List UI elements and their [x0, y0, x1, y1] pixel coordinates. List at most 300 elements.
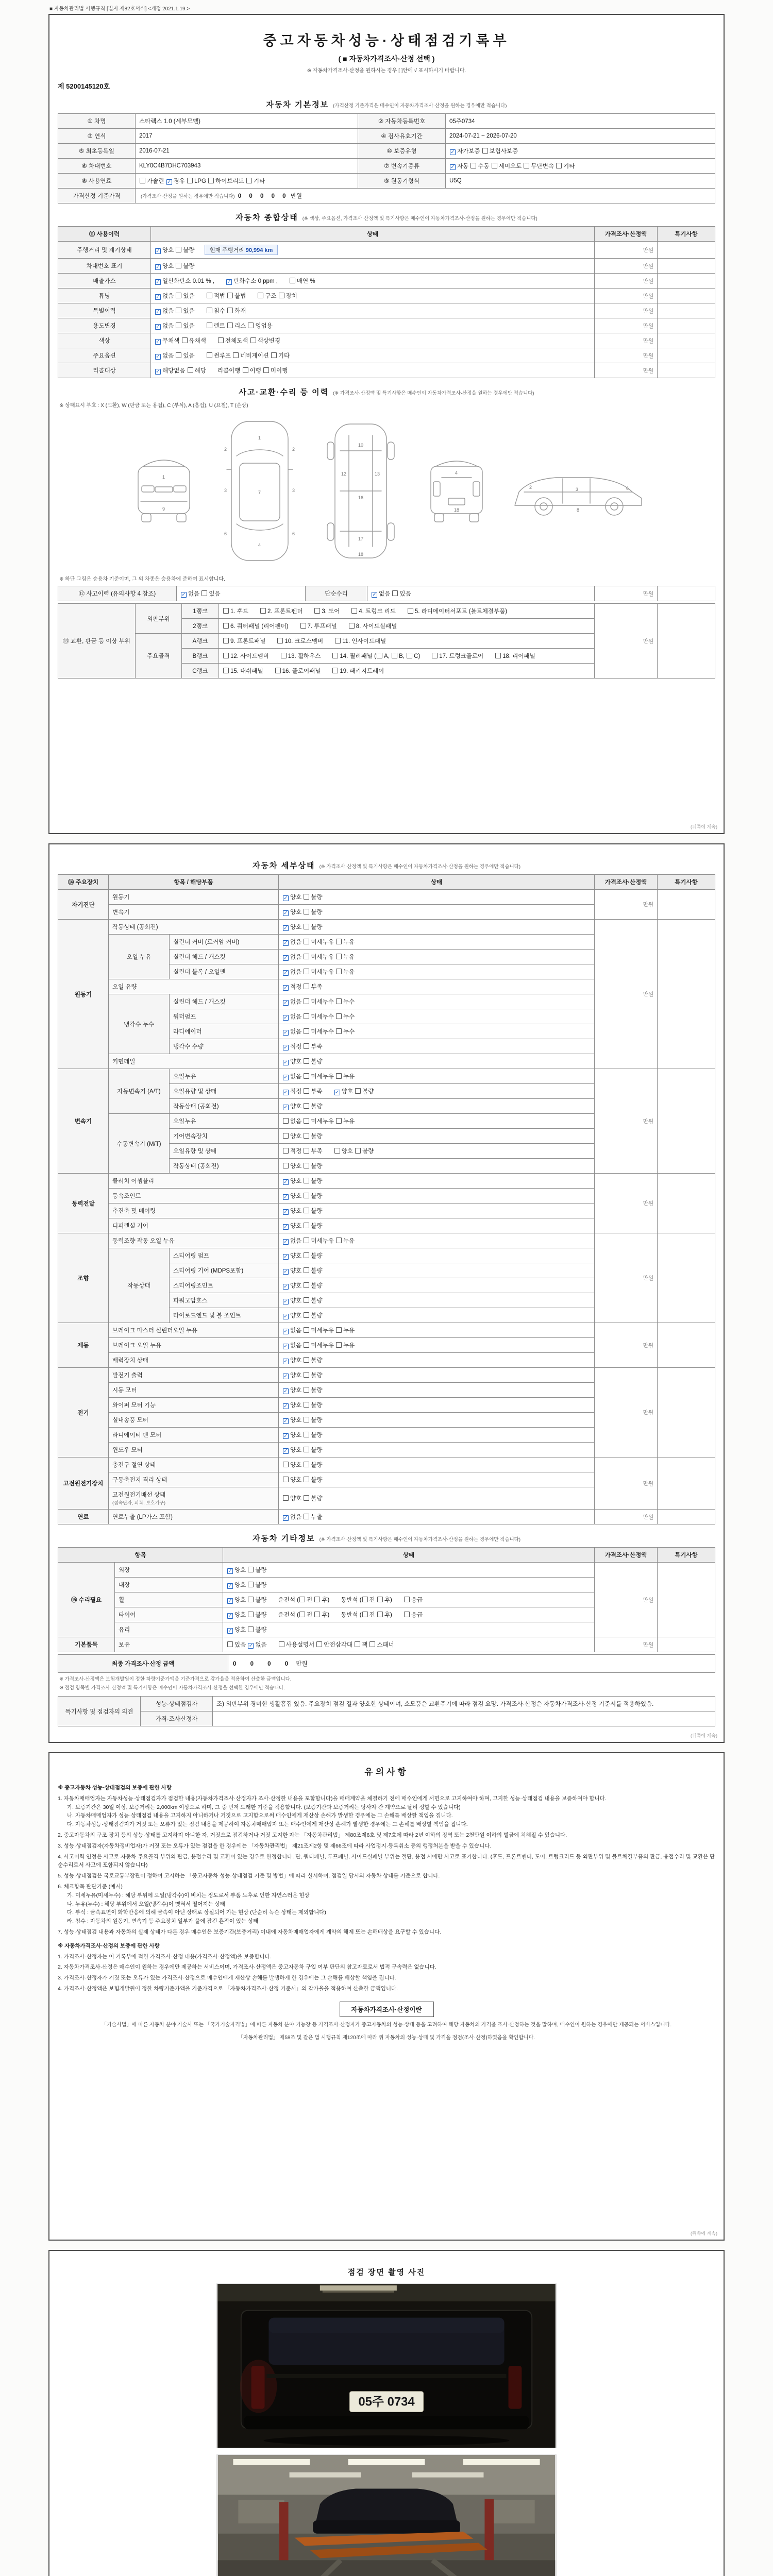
checkbox-empty-icon [304, 1028, 309, 1034]
checkbox-empty-icon [246, 178, 252, 183]
checkbox-empty-icon [392, 590, 398, 596]
notice-line: 2. 중고자동차의 구조·장치 등의 성능·상태를 고지하지 아니한 자, 거짓으로 점검하거나 거짓 고지한 자는 「자동차관리법」 제80조제6호 및 제7호에 따라 2년 이하의 징역 또는 2천만원 이하의 벌금에 처해질 수 있습니다. [58, 1832, 567, 1838]
checkbox-checked-icon: ✓ [283, 1433, 288, 1439]
svg-text:18: 18 [454, 507, 460, 513]
checkbox-empty-icon [283, 1133, 289, 1139]
accident-history-label: ⑫ 사고이력 (유의사항 4 참조) [58, 586, 177, 601]
checkbox-empty-icon [176, 247, 181, 252]
device-item-state: ✓ 양호 불량 [279, 1099, 595, 1114]
device-item-label: 휠 [115, 1592, 223, 1607]
checkbox-checked-icon: ✓ [283, 955, 288, 961]
page-1 [48, 14, 725, 834]
accident-history-table [58, 586, 715, 601]
device-item-state: ✓ 양호 불량 [279, 1308, 595, 1323]
field-value-vin: KLY0C4B7DHC703943 [136, 159, 358, 174]
detail-title: 자동차 세부상태 [252, 861, 315, 870]
checkbox-checked-icon: ✓ [283, 1299, 288, 1304]
final-price-table [58, 1654, 715, 1673]
device-note [658, 1174, 715, 1233]
page-2 [48, 843, 725, 1743]
overall-row [58, 348, 715, 363]
exchange-label: ⑬ 교환, 판금 등 이상 부위 [58, 604, 136, 679]
notice-line: 5. 성능·상태점검은 국토교통부장관이 정하여 고시하는 「중고자동차 성능·상태점검 기준 및 방법」에 따라 실시하며, 점검일 당시의 자동차 상태를 기준으로 합니다. [58, 1873, 440, 1879]
notice-line: 4. 가격조사·산정액은 보험개발원이 정한 차량기준가액을 기준가격으로 「자동차가격조사·산정 기준서」의 감가율을 적용하여 산출한 금액입니다. [58, 1985, 398, 1992]
checkbox-empty-icon [304, 1297, 309, 1303]
notice-line: 2. 자동차가격조사·산정은 매수인이 원하는 경우에만 제공하는 서비스이며, 가격조사·산정액은 중고자동차 구입 여부 판단의 참고자료로서 법적 구속력은 없습니다. [58, 1964, 436, 1971]
checkbox-checked-icon: ✓ [283, 1209, 288, 1215]
checkbox-checked-icon: ✓ [228, 1568, 232, 1574]
checkbox-empty-icon [304, 1163, 309, 1168]
device-item-label: 원동기 [109, 890, 279, 905]
checkbox-empty-icon [207, 308, 212, 313]
checkbox-empty-icon [304, 1088, 309, 1094]
continue-marker: (뒤쪽에 계속) [691, 2231, 717, 2236]
car-diagram-rear-icon [418, 450, 495, 532]
detail-col-note: 특기사항 [658, 875, 715, 890]
field-label-name: ① 차명 [58, 114, 136, 129]
checkbox-checked-icon: ✓ [283, 1344, 288, 1349]
device-item-state: ✓ 없음 미세누수 누수 [279, 1009, 595, 1024]
base-price-unit: 만원 [290, 193, 302, 199]
checkbox-checked-icon: ✓ [283, 1388, 288, 1394]
checkbox-empty-icon [207, 323, 212, 328]
exchange-table [58, 603, 715, 679]
overall-header [58, 212, 715, 223]
device-item-label: 내장 [115, 1578, 223, 1592]
checkbox-checked-icon: ✓ [283, 1329, 288, 1334]
overall-item-label: 주요옵션 [58, 348, 151, 363]
device-item-state: 있음 ✓ 없음 사용설명서 안전삼각대 잭 스패너 [223, 1637, 595, 1652]
device-row [58, 920, 715, 935]
car-diagram-underbody-icon [317, 414, 405, 568]
simple-repair-state: ✓ 없음 있음 [367, 586, 595, 601]
field-label-transmission: ⑦ 변속기종류 [358, 159, 446, 174]
checkbox-empty-icon [248, 323, 254, 328]
checkbox-empty-icon [304, 1103, 309, 1109]
checkbox-empty-icon [283, 1118, 289, 1124]
document-title: 중고자동차성능·상태점검기록부 [263, 33, 510, 48]
checkbox-empty-icon [334, 1148, 340, 1154]
device-item-state: ✓ 양호 불량 [279, 1054, 595, 1069]
svg-text:18: 18 [358, 552, 364, 557]
checkbox-checked-icon: ✓ [283, 1090, 288, 1095]
checkbox-checked-icon: ✓ [372, 592, 377, 598]
overall-col-item: ⑪ 사용이력 [58, 227, 151, 242]
device-item-label: 디퍼렌셜 기어 [109, 1218, 279, 1233]
checkbox-empty-icon [281, 653, 287, 658]
checkbox-empty-icon [243, 367, 248, 373]
other-header [58, 1533, 715, 1544]
checkbox-checked-icon: ✓ [283, 925, 288, 931]
detail-header [58, 860, 715, 871]
device-note [658, 890, 715, 920]
exchange-part: 주요골격 [136, 634, 182, 679]
page-3 [48, 1752, 725, 2241]
device-item-state: ✓ 양호 불량 [279, 905, 595, 920]
device-item-label: 냉각수 수량 [170, 1039, 279, 1054]
checkbox-empty-icon [304, 984, 309, 989]
checkbox-empty-icon [277, 638, 283, 643]
checkbox-empty-icon [336, 969, 342, 974]
device-item-label: 타이어 [115, 1607, 223, 1622]
checkbox-empty-icon [304, 894, 309, 900]
checkbox-checked-icon: ✓ [156, 294, 160, 300]
checkbox-empty-icon [223, 653, 229, 658]
overall-col-price: 가격조사·산정액 [595, 227, 658, 242]
checkbox-empty-icon [316, 1641, 322, 1647]
device-item-label: 라디에이터 [170, 1024, 279, 1039]
checkbox-empty-icon [304, 1387, 309, 1393]
device-item-label: 시동 모터 [109, 1383, 279, 1398]
other-title: 자동차 기타정보 [252, 1534, 315, 1543]
device-label: 기본품목 [58, 1637, 115, 1652]
device-item-state: ✓ 양호 불량 [223, 1578, 595, 1592]
checkbox-checked-icon: ✓ [156, 339, 160, 345]
overall-row [58, 363, 715, 378]
checkbox-empty-icon [304, 1133, 309, 1139]
checkbox-empty-icon [304, 1372, 309, 1378]
overall-item-state: ✓ 양호 불량 현재 주행거리 90,994 km [151, 242, 595, 259]
device-item-state: ✓ 양호 불량 [279, 1204, 595, 1218]
checkbox-empty-icon [304, 1462, 309, 1467]
checkbox-empty-icon [207, 293, 212, 298]
checkbox-checked-icon: ✓ [156, 369, 160, 375]
checkbox-empty-icon [304, 1238, 309, 1243]
checkbox-empty-icon [336, 1028, 342, 1034]
svg-text:6: 6 [626, 486, 629, 491]
device-item-label: 오일유량 및 상태 [170, 1084, 279, 1099]
checkbox-empty-icon [279, 1641, 284, 1647]
field-value-transmission: ✓ 자동 수동 세미오토 무단변속 기타 [446, 159, 715, 174]
svg-text:6: 6 [224, 531, 227, 536]
overall-item-label: 튜닝 [58, 289, 151, 303]
exchange-part: 외판부위 [136, 604, 182, 634]
checkbox-empty-icon [304, 1514, 309, 1519]
device-item-state: ✓ 없음 미세누유 누유 [279, 1338, 595, 1353]
device-item-state: ✓ 없음 미세누유 누유 [279, 1323, 595, 1338]
device-row [58, 1637, 715, 1652]
overall-item-state: ✓ 양호 불량 [151, 259, 595, 274]
device-item-state: ✓ 없음 미세누유 누유 [279, 1233, 595, 1248]
checkbox-empty-icon [304, 1178, 309, 1183]
car-diagram-front-icon [125, 450, 203, 532]
checkbox-empty-icon [332, 653, 338, 658]
checkbox-empty-icon [223, 608, 229, 614]
accident-history-state: ✓ 없음 있음 [177, 586, 306, 601]
device-price: 만원 [595, 920, 658, 1069]
device-row [58, 1233, 715, 1248]
device-item-label: 보유 [115, 1637, 223, 1652]
checkbox-empty-icon [304, 1208, 309, 1213]
checkbox-empty-icon [227, 323, 233, 328]
device-item-state: ✓ 없음 미세누유 누유 [279, 950, 595, 964]
device-item-label: 작동상태 (공회전) [170, 1099, 279, 1114]
checkbox-empty-icon [250, 337, 256, 343]
checkbox-empty-icon [369, 1641, 375, 1647]
checkbox-empty-icon [223, 623, 229, 629]
overall-item-price: 만원 [595, 242, 658, 259]
checkbox-empty-icon [258, 293, 263, 298]
checkbox-checked-icon: ✓ [181, 592, 186, 598]
device-item-label: 연료누출 (LP가스 포함) [109, 1510, 279, 1524]
overall-item-price: 만원 [595, 318, 658, 333]
device-row [58, 890, 715, 905]
opinions-table [58, 1696, 715, 1726]
device-price: 만원 [595, 1458, 658, 1510]
overall-item-note [658, 333, 715, 348]
notice-line: 7. 성능·상태점검 내용과 자동차의 실제 상태가 다른 경우 매수인은 보증기간(보증거리) 이내에 자동차매매업자에게 계약의 해제 또는 손해배상을 요구할 수 있습니다. [58, 1928, 442, 1935]
overall-item-label: 특별이력 [58, 303, 151, 318]
exchange-rank: B랭크 [182, 649, 219, 664]
checkbox-checked-icon: ✓ [283, 1254, 288, 1260]
checkbox-empty-icon [404, 1597, 410, 1602]
form-reference: ■ 자동차관리법 시행규칙 [별지 제82호서식] <개정 2021.1.19.> [49, 6, 190, 12]
device-price: 만원 [595, 1233, 658, 1323]
field-label-first-reg: ⑤ 최초등록일 [58, 144, 136, 159]
svg-text:9: 9 [162, 506, 165, 512]
device-label: 동력전달 [58, 1174, 109, 1233]
checkbox-checked-icon: ✓ [283, 1403, 288, 1409]
device-note [658, 1323, 715, 1368]
checkbox-empty-icon [336, 1342, 342, 1348]
device-label: 연료 [58, 1510, 109, 1524]
device-item-state: ✓ 없음 미세누유 누유 [279, 1069, 595, 1084]
checkbox-checked-icon: ✓ [248, 1643, 254, 1649]
checkbox-empty-icon [275, 668, 281, 673]
exchange-price: 만원 [595, 604, 658, 679]
checkbox-empty-icon [304, 1342, 309, 1348]
checkbox-checked-icon: ✓ [283, 1060, 288, 1065]
field-label-engine-type: ⑨ 원동기형식 [358, 174, 446, 189]
device-item-label: 등속조인트 [109, 1189, 279, 1204]
checkbox-empty-icon [299, 1612, 305, 1617]
basic-info-header [58, 99, 715, 110]
checkbox-checked-icon: ✓ [283, 1314, 288, 1319]
final-price-value [228, 1655, 715, 1673]
notice-line: 3. 성능·상태점검자(자동차정비업자)가 거짓 또는 오류가 있는 점검을 한 경우에는 「자동차관리법」 제21조제2항 및 제66조에 따라 사업정지·등록취소 등의 행정처분을 받을 수 있습니다. [58, 1842, 492, 1849]
checkbox-empty-icon [304, 939, 309, 944]
field-value-engine-type: U5Q [446, 174, 715, 189]
device-item-state: ✓ 적정 부족 ✓ 양호 불량 [279, 1084, 595, 1099]
checkbox-checked-icon: ✓ [283, 1269, 288, 1275]
overall-header-row [58, 227, 715, 242]
notice-line: 1. 가격조사·산정자는 이 기록부에 적힌 가격조사·산정 내용(가격조사·산정액)을 보증합니다. [58, 1953, 272, 1960]
exchange-table-body [58, 604, 715, 679]
svg-text:16: 16 [358, 495, 364, 500]
device-group-label: 오일 누유 [109, 935, 170, 979]
base-price-note: (가격조사·산정을 원하는 경우에만 적습니다) [141, 194, 235, 199]
checkbox-empty-icon [208, 178, 214, 183]
device-item-label: 실린더 헤드 / 개스킷 [170, 950, 279, 964]
overall-col-state: 상태 [151, 227, 595, 242]
device-item-state: ✓ 양호 불량 [279, 1293, 595, 1308]
exchange-row [58, 604, 715, 619]
checkbox-empty-icon [187, 178, 193, 183]
field-label-vin: ⑥ 차대번호 [58, 159, 136, 174]
device-note [658, 1458, 715, 1510]
checkbox-empty-icon [407, 653, 412, 658]
device-item-label: 와이퍼 모터 기능 [109, 1398, 279, 1413]
device-item-state: ✓ 없음 미세누수 누수 [279, 994, 595, 1009]
device-item-label: 스티어링 기어 (MDPS포함) [170, 1263, 279, 1278]
field-label-year: ③ 연식 [58, 129, 136, 144]
checkbox-checked-icon: ✓ [156, 264, 160, 270]
device-item-label: 실린더 헤드 / 개스킷 [170, 994, 279, 1009]
device-item-label: 오일누유 [170, 1114, 279, 1129]
svg-text:2: 2 [292, 447, 295, 452]
device-group-label: 수동변속기 (M/T) [109, 1114, 170, 1174]
device-item-state: ✓ 양호 불량 [279, 1413, 595, 1428]
svg-text:10: 10 [358, 443, 364, 448]
basic-info-title: 자동차 기본정보 [266, 100, 329, 109]
checkbox-empty-icon [304, 998, 309, 1004]
notice-line: 4. 사고이력 인정은 사고로 자동차 주요골격 부위의 판금, 용접수리 및 교환이 있는 경우로 한정합니다. 단, 쿼터패널, 루프패널, 사이드실패널 부위는 절단, 용접 시에만 사고로 표기합니다. (후드, 프론트펜더, 도어, 트렁크리드 등 외판부위 및 볼트체결부품의 판금, 용접수리 및 교환은 단순수리로서 사고에 포함되지 않습니다) [58, 1853, 715, 1869]
final-price-digits: 0 0 0 0 [233, 1661, 295, 1667]
device-note [658, 1069, 715, 1174]
checkbox-empty-icon [351, 608, 357, 614]
field-label-base-price: 가격산정 기준가격 [58, 189, 136, 204]
detail-col-item: 항목 / 해당부품 [109, 875, 279, 890]
checkbox-empty-icon [227, 293, 233, 298]
other-col-state: 상태 [223, 1548, 595, 1563]
opinion-row [58, 1697, 715, 1711]
overall-item-label: 차대번호 표기 [58, 259, 151, 274]
car-diagram-side-icon [509, 460, 648, 522]
checkbox-empty-icon [304, 954, 309, 959]
overall-item-note [658, 274, 715, 289]
checkbox-checked-icon: ✓ [283, 1515, 288, 1521]
checkbox-checked-icon: ✓ [283, 940, 288, 946]
checkbox-checked-icon: ✓ [228, 1598, 232, 1604]
device-note [658, 1510, 715, 1524]
overall-table-body [58, 242, 715, 378]
checkbox-empty-icon [336, 1118, 342, 1124]
checkbox-empty-icon [304, 1447, 309, 1452]
checkbox-checked-icon: ✓ [283, 970, 288, 976]
overall-item-note [658, 242, 715, 259]
checkbox-checked-icon: ✓ [156, 248, 160, 254]
checkbox-checked-icon: ✓ [283, 1418, 288, 1424]
device-item-label: 실내송풍 모터 [109, 1413, 279, 1428]
base-price-digits: 0 0 0 0 0 [238, 193, 289, 199]
field-value-warranty: ✓ 자가보증 보험사보증 [446, 144, 715, 159]
device-item-label: 스티어링조인트 [170, 1278, 279, 1293]
checkbox-checked-icon: ✓ [283, 1075, 288, 1080]
device-item-label: 유리 [115, 1622, 223, 1637]
checkbox-checked-icon: ✓ [228, 1613, 232, 1619]
device-label: ⑮ 수리필요 [58, 1563, 115, 1637]
checkbox-empty-icon [336, 954, 342, 959]
checkbox-empty-icon [227, 308, 233, 313]
device-item-state: ✓ 양호 불량 [279, 1248, 595, 1263]
device-item-label: 스티어링 펌프 [170, 1248, 279, 1263]
final-price-label: 최종 가격조사·산정 금액 [58, 1655, 228, 1673]
device-item-state: ✓ 없음 누출 [279, 1510, 595, 1524]
checkbox-empty-icon [248, 1626, 254, 1632]
document-subtitle: ( ■ 자동차가격조사·산정 선택 ) [338, 55, 435, 63]
checkbox-checked-icon: ✓ [228, 1628, 232, 1634]
inspection-photo-lift [216, 2454, 557, 2576]
svg-text:3: 3 [292, 488, 295, 493]
checkbox-empty-icon [392, 653, 397, 658]
state-code-legend: ※ 상태표시 부호 : X (교환), W (판금 또는 용접), C (부식), A (흠집), U (요철), T (손상) [59, 403, 248, 409]
car-diagram-top-icon [216, 414, 304, 568]
checkbox-checked-icon: ✓ [283, 1224, 288, 1230]
checkbox-empty-icon [524, 163, 529, 168]
field-value-fuel: 가솔린 ✓ 경유 LPG 하이브리드 기타 [136, 174, 358, 189]
checkbox-checked-icon: ✓ [334, 1090, 340, 1095]
device-item-state: ✓ 양호 불량 운전석 ( 전 후) 동반석 ( 전 후) 응급 [223, 1592, 595, 1607]
checkbox-empty-icon [335, 638, 341, 643]
device-item-label: 구동축전지 격리 상태 [109, 1472, 279, 1487]
checkbox-empty-icon [304, 1252, 309, 1258]
svg-text:7: 7 [258, 490, 261, 495]
overall-note: (※ 색상, 주요옵션, 가격조사·산정액 및 특기사항은 매수인이 자동차가격조사·산정을 원하는 경우에만 적습니다) [302, 216, 537, 222]
field-value-name: 스타렉스 1.0 (세부모델) [136, 114, 358, 129]
checkbox-empty-icon [271, 352, 277, 358]
checkbox-empty-icon [283, 1148, 289, 1154]
device-item-state: ✓ 양호 불량 [279, 1174, 595, 1189]
checkbox-empty-icon [248, 1567, 254, 1572]
device-item-state: 양호 불량 [279, 1159, 595, 1174]
device-item-state: ✓ 양호 불량 [279, 1263, 595, 1278]
checkbox-checked-icon: ✓ [283, 1045, 288, 1050]
device-label: 조향 [58, 1233, 109, 1323]
device-item-label: 워터펌프 [170, 1009, 279, 1024]
checkbox-empty-icon [176, 308, 181, 313]
notice-line: 6. 체크항목 판단기준 (예시) [58, 1883, 123, 1890]
notice-title: 유의사항 [364, 1767, 409, 1777]
document-sheet [48, 0, 725, 2576]
device-item-state: ✓ 양호 불량 [279, 1443, 595, 1458]
continue-marker: (뒤쪽에 계속) [691, 824, 717, 829]
appraiser-opinion [213, 1711, 715, 1726]
checkbox-empty-icon [362, 1612, 368, 1617]
checkbox-empty-icon [377, 1597, 383, 1602]
accident-header [58, 386, 715, 397]
svg-text:2: 2 [529, 485, 532, 490]
overall-col-note: 특기사항 [658, 227, 715, 242]
checkbox-empty-icon [227, 1641, 233, 1647]
checkbox-checked-icon: ✓ [283, 1448, 288, 1454]
overall-title: 자동차 종합상태 [236, 213, 298, 222]
device-item-label: 발전기 출력 [109, 1368, 279, 1383]
device-label: 자기진단 [58, 890, 109, 920]
odometer-box: 현재 주행거리 90,994 km [205, 245, 278, 255]
accident-history-note [658, 586, 715, 601]
checkbox-empty-icon [304, 1058, 309, 1064]
checkbox-empty-icon [304, 1043, 309, 1049]
detail-table [58, 874, 715, 1524]
checkbox-empty-icon [304, 1013, 309, 1019]
checkbox-empty-icon [304, 1223, 309, 1228]
device-note [658, 1368, 715, 1458]
device-item-label: 오일누유 [170, 1069, 279, 1084]
checkbox-empty-icon [176, 263, 181, 268]
device-label: 전기 [58, 1368, 109, 1458]
device-item-label: 실린더 커버 (로커암 커버) [170, 935, 279, 950]
basic-info-note: (가격산정 기준가격은 매수인이 자동차가격조사·산정을 원하는 경우에만 적습니다) [333, 103, 507, 109]
checkbox-checked-icon: ✓ [450, 149, 455, 155]
checkbox-empty-icon [233, 352, 239, 358]
notice-line: 1. 자동차매매업자는 자동차성능·상태점검자가 점검한 내용(자동차가격조사·산정자가 조사·산정한 내용을 포함합니다)을 매매계약을 체결하기 전에 매수인에게 서면으로 고지하여야 하며, 고지한 성능·상태점검 내용을 보증하여야 합니다. [58, 1795, 607, 1802]
checkbox-empty-icon [304, 1193, 309, 1198]
svg-text:13: 13 [375, 471, 380, 477]
checkbox-empty-icon [304, 969, 309, 974]
overall-item-state: ✓ 없음 있음 적법 불법 구조 장치 [151, 289, 595, 303]
final-price-row [58, 1655, 715, 1673]
checkbox-empty-icon [201, 590, 207, 596]
